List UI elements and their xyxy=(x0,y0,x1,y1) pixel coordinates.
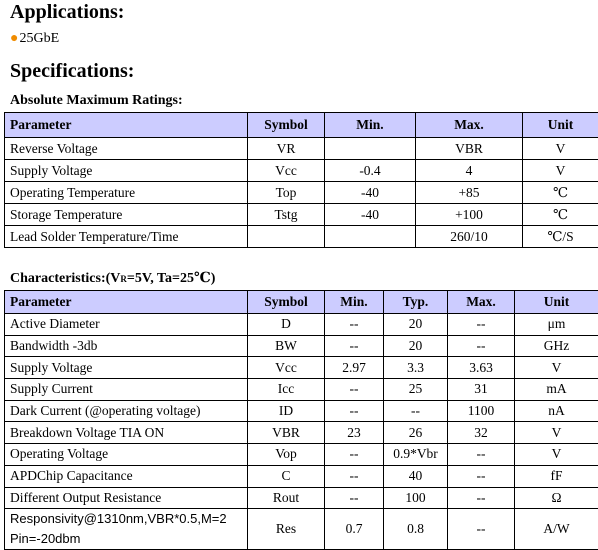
header-symbol: Symbol xyxy=(248,113,325,138)
cell-min: -40 xyxy=(325,204,416,226)
cell-unit: V xyxy=(523,160,598,182)
cell-symbol: Vcc xyxy=(248,160,325,182)
cell-parameter: Storage Temperature xyxy=(5,204,248,226)
cell-unit: mA xyxy=(515,379,598,401)
cell-max: -- xyxy=(448,444,515,466)
cell-unit: V xyxy=(515,422,598,444)
cell-min: 2.97 xyxy=(325,357,384,379)
cell-min: -- xyxy=(325,400,384,422)
cell-max: -- xyxy=(448,509,515,550)
cell-max: 1100 xyxy=(448,400,515,422)
cell-min: -0.4 xyxy=(325,160,416,182)
cell-typ: -- xyxy=(384,400,448,422)
cell-min: -- xyxy=(325,465,384,487)
cell-parameter: Dark Current (@operating voltage) xyxy=(5,400,248,422)
table-row xyxy=(5,160,598,182)
cell-max: -- xyxy=(448,487,515,509)
cell-max: +100 xyxy=(416,204,523,226)
cell-typ: 26 xyxy=(384,422,448,444)
cell-min xyxy=(325,138,416,160)
cell-min: -- xyxy=(325,379,384,401)
cell-unit: fF xyxy=(515,465,598,487)
cell-max: -- xyxy=(448,314,515,336)
cell-min: -- xyxy=(325,487,384,509)
cell-typ: 0.8 xyxy=(384,509,448,550)
cell-symbol: BW xyxy=(248,335,325,357)
header-min: Min. xyxy=(325,291,384,314)
absolute-max-heading: Absolute Maximum Ratings: xyxy=(10,92,183,110)
header-min: Min. xyxy=(325,113,416,138)
cell-symbol: Top xyxy=(248,182,325,204)
cell-max: -- xyxy=(448,465,515,487)
cell-max: +85 xyxy=(416,182,523,204)
cell-typ: 0.9*Vbr xyxy=(384,444,448,466)
table-row xyxy=(5,422,598,444)
cell-symbol: D xyxy=(248,314,325,336)
cell-max: 31 xyxy=(448,379,515,401)
header-unit: Unit xyxy=(515,291,598,314)
cell-parameter: Active Diameter xyxy=(5,314,248,336)
applications-heading: Applications: xyxy=(10,0,124,24)
cell-parameter: Operating Temperature xyxy=(5,182,248,204)
cell-max: -- xyxy=(448,335,515,357)
characteristics-table xyxy=(4,290,598,550)
cell-unit: ℃/S xyxy=(523,226,598,248)
header-typ: Typ. xyxy=(384,291,448,314)
cell-unit: ℃ xyxy=(523,204,598,226)
cell-typ: 20 xyxy=(384,314,448,336)
cell-symbol: Res xyxy=(248,509,325,550)
table-row xyxy=(5,379,598,401)
cell-parameter: Supply Voltage xyxy=(5,357,248,379)
table-row xyxy=(5,509,598,550)
application-item xyxy=(10,30,59,48)
table-row xyxy=(5,204,598,226)
header-parameter: Parameter xyxy=(5,113,248,138)
cell-symbol: C xyxy=(248,465,325,487)
cell-typ: 40 xyxy=(384,465,448,487)
header-max: Max. xyxy=(448,291,515,314)
cell-min xyxy=(325,226,416,248)
cell-parameter: Lead Solder Temperature/Time xyxy=(5,226,248,248)
cell-parameter: Supply Voltage xyxy=(5,160,248,182)
cell-symbol: VBR xyxy=(248,422,325,444)
cell-symbol: Tstg xyxy=(248,204,325,226)
cell-parameter: Breakdown Voltage TIA ON xyxy=(5,422,248,444)
cell-min: -- xyxy=(325,314,384,336)
cell-parameter: Supply Current xyxy=(5,379,248,401)
cell-max: 4 xyxy=(416,160,523,182)
bullet-icon: ● xyxy=(10,31,18,46)
table-row xyxy=(5,444,598,466)
cell-min: -40 xyxy=(325,182,416,204)
table-row xyxy=(5,357,598,379)
table-row xyxy=(5,182,598,204)
cell-unit: μm xyxy=(515,314,598,336)
cell-unit: A/W xyxy=(515,509,598,550)
cell-max: 32 xyxy=(448,422,515,444)
cell-symbol: Vcc xyxy=(248,357,325,379)
cell-parameter: APDChip Capacitance xyxy=(5,465,248,487)
cell-parameter: Responsivity@1310nm,VBR*0.5,M=2 Pin=-20dbm xyxy=(5,509,248,550)
header-symbol: Symbol xyxy=(248,291,325,314)
cell-typ: 20 xyxy=(384,335,448,357)
cell-max: 260/10 xyxy=(416,226,523,248)
cell-max: VBR xyxy=(416,138,523,160)
characteristics-title-prefix: Characteristics:(V xyxy=(10,271,120,286)
absolute-max-table xyxy=(4,112,598,248)
cell-parameter: Different Output Resistance xyxy=(5,487,248,509)
cell-parameter: Operating Voltage xyxy=(5,444,248,466)
cell-parameter: Reverse Voltage xyxy=(5,138,248,160)
cell-typ: 25 xyxy=(384,379,448,401)
cell-unit: V xyxy=(515,444,598,466)
cell-unit: nA xyxy=(515,400,598,422)
cell-unit: V xyxy=(523,138,598,160)
cell-max: 3.63 xyxy=(448,357,515,379)
characteristics-heading xyxy=(10,270,215,288)
cell-symbol: VR xyxy=(248,138,325,160)
header-parameter: Parameter xyxy=(5,291,248,314)
table-row xyxy=(5,465,598,487)
table-row xyxy=(5,487,598,509)
cell-parameter: Bandwidth -3db xyxy=(5,335,248,357)
cell-symbol: ID xyxy=(248,400,325,422)
table-header-row xyxy=(5,113,598,138)
characteristics-title-sub: R xyxy=(120,274,127,284)
cell-symbol: Rout xyxy=(248,487,325,509)
header-unit: Unit xyxy=(523,113,598,138)
cell-unit: V xyxy=(515,357,598,379)
cell-min: 0.7 xyxy=(325,509,384,550)
table-row xyxy=(5,314,598,336)
table-row xyxy=(5,335,598,357)
characteristics-title-suffix: =5V, Ta=25℃) xyxy=(127,271,216,286)
cell-min: 23 xyxy=(325,422,384,444)
cell-typ: 3.3 xyxy=(384,357,448,379)
cell-min: -- xyxy=(325,444,384,466)
cell-unit: ℃ xyxy=(523,182,598,204)
table-row xyxy=(5,226,598,248)
cell-unit: Ω xyxy=(515,487,598,509)
cell-symbol: Vop xyxy=(248,444,325,466)
cell-typ: 100 xyxy=(384,487,448,509)
cell-symbol xyxy=(248,226,325,248)
cell-unit: GHz xyxy=(515,335,598,357)
table-header-row xyxy=(5,291,598,314)
cell-symbol: Icc xyxy=(248,379,325,401)
table-row xyxy=(5,138,598,160)
header-max: Max. xyxy=(416,113,523,138)
cell-min: -- xyxy=(325,335,384,357)
specifications-heading: Specifications: xyxy=(10,59,134,83)
application-item-label: 25GbE xyxy=(19,31,59,46)
table-row xyxy=(5,400,598,422)
